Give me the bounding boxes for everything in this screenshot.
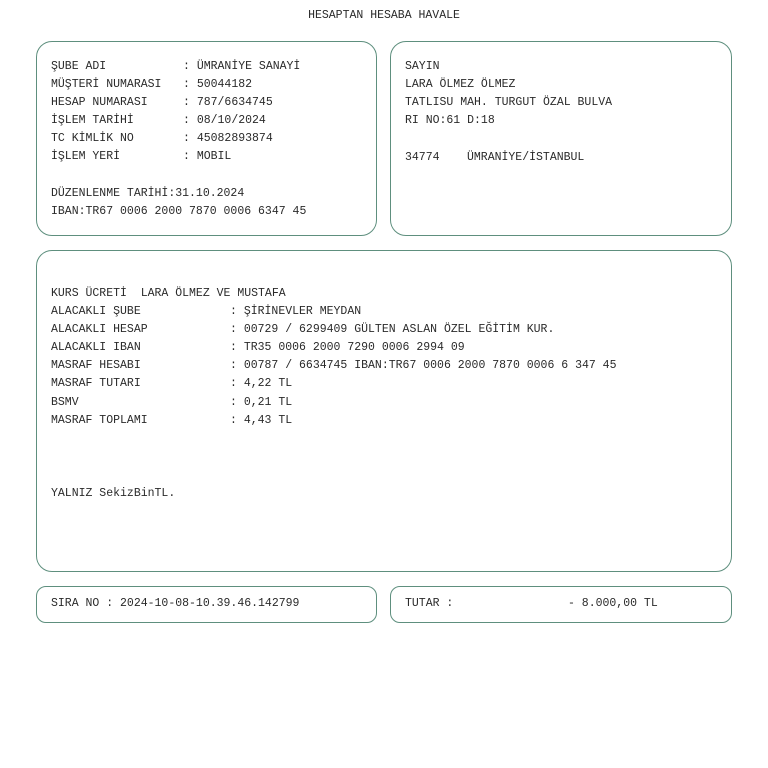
- sequence-number: SIRA NO : 2024-10-08-10.39.46.142799: [51, 597, 300, 610]
- account-number-value: : 787/6634745: [183, 96, 273, 109]
- creditor-account-label: ALACAKLI HESAP: [51, 323, 148, 336]
- creditor-branch-label: ALACAKLI ŞUBE: [51, 305, 141, 318]
- amount-label: TUTAR :: [405, 597, 454, 610]
- branch-name-label: ŞUBE ADI: [51, 60, 107, 73]
- customer-number-value: : 50044182: [183, 78, 253, 91]
- city: ÜMRANİYE/İSTANBUL: [467, 151, 585, 164]
- transaction-date-value: : 08/10/2024: [183, 114, 266, 127]
- fee-total-label: MASRAF TOPLAMI: [51, 414, 148, 427]
- transaction-date-label: İŞLEM TARİHİ: [51, 114, 134, 127]
- address-line-2: RI NO:61 D:18: [405, 114, 495, 127]
- fee-total-value: : 4,43 TL: [230, 414, 293, 427]
- transfer-description: KURS ÜCRETİ LARA ÖLMEZ VE MUSTAFA: [51, 287, 286, 300]
- creditor-iban-value: : TR35 0006 2000 7290 0006 2994 09: [230, 341, 465, 354]
- amount-value: - 8.000,00 TL: [568, 597, 658, 610]
- bsmv-value: : 0,21 TL: [230, 396, 293, 409]
- address-line-1: TATLISU MAH. TURGUT ÖZAL BULVA: [405, 96, 613, 109]
- tc-id-value: : 45082893874: [183, 132, 273, 145]
- fee-account-value: : 00787 / 6634745 IBAN:TR67 0006 2000 7870 0006 6 347 45: [230, 359, 617, 372]
- tc-id-label: TC KİMLİK NO: [51, 132, 134, 145]
- creditor-branch-value: : ŞİRİNEVLER MEYDAN: [230, 305, 362, 318]
- account-number-label: HESAP NUMARASI: [51, 96, 148, 109]
- fee-amount-value: : 4,22 TL: [230, 377, 293, 390]
- postal-code: 34774: [405, 151, 440, 164]
- fee-account-label: MASRAF HESABI: [51, 359, 141, 372]
- account-info-box: [36, 41, 377, 236]
- amount-in-words: YALNIZ SekizBinTL.: [51, 487, 176, 500]
- transaction-place-label: İŞLEM YERİ: [51, 150, 121, 163]
- transfer-details-box: [36, 250, 732, 572]
- transaction-place-value: : MOBIL: [183, 150, 232, 163]
- recipient-name: LARA ÖLMEZ ÖLMEZ: [405, 78, 516, 91]
- creditor-iban-label: ALACAKLI IBAN: [51, 341, 141, 354]
- branch-name-value: : ÜMRANİYE SANAYİ: [183, 60, 301, 73]
- amount-box: [390, 586, 732, 623]
- account-iban: IBAN:TR67 0006 2000 7870 0006 6347 45: [51, 205, 307, 218]
- customer-number-label: MÜŞTERİ NUMARASI: [51, 78, 162, 91]
- document-title: HESAPTAN HESABA HAVALE: [308, 9, 460, 22]
- recipient-box: [390, 41, 732, 236]
- issue-date: DÜZENLENME TARİHİ:31.10.2024: [51, 187, 245, 200]
- fee-amount-label: MASRAF TUTARI: [51, 377, 141, 390]
- sequence-box: [36, 586, 377, 623]
- creditor-account-value: : 00729 / 6299409 GÜLTEN ASLAN ÖZEL EĞİTİM KUR.: [230, 323, 555, 336]
- bsmv-label: BSMV: [51, 396, 79, 409]
- salutation: SAYIN: [405, 60, 440, 73]
